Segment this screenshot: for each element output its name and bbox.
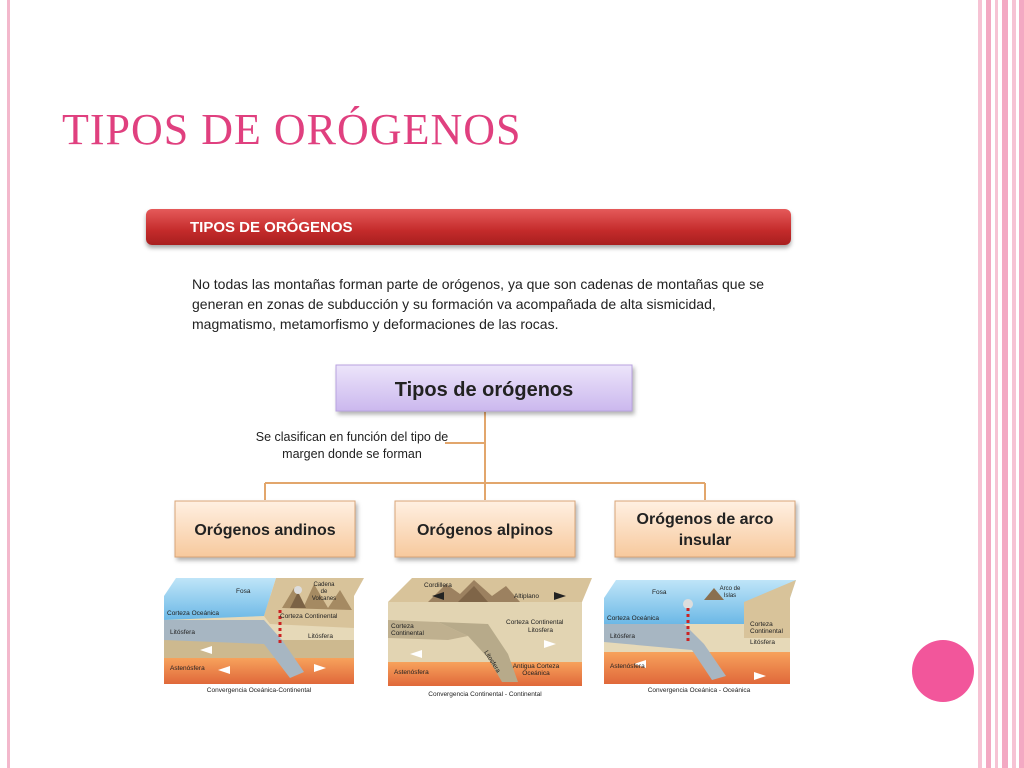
root-node-label: Tipos de orógenos <box>394 379 574 401</box>
ill2-label-litosfera-slab: Litosfera <box>482 649 502 675</box>
ill3-label-corteza-continental-1: Corteza <box>750 621 773 628</box>
pink-circle-decoration <box>912 640 974 702</box>
ill3-label-arco-1: Arco de <box>719 586 741 592</box>
right-border-stripes <box>978 0 1024 768</box>
type-label-andinos: Orógenos andinos <box>194 522 336 539</box>
intro-paragraph: No todas las montañas forman parte de orógenos, ya que son cadenas de montañas que se generan en zonas de subducción y su formación va acompañada de alta sismicidad, magmatismo, metamorfismo y deformaciones de las rocas. <box>192 276 765 332</box>
left-border-line <box>7 0 10 768</box>
ill2-label-litosfera-right: Litosfera <box>528 627 553 634</box>
type-label-alpinos: Orógenos alpinos <box>416 522 554 539</box>
ill1-label-litosfera-left: Litósfera <box>170 629 195 636</box>
illustration-continental-continental <box>388 578 592 698</box>
ill2-label-cordillera: Cordillera <box>424 582 452 589</box>
ill2-label-corteza-cont-right: Corteza Continental <box>506 619 564 626</box>
classification-note-line-2: margen donde se forman <box>282 447 422 461</box>
orogen-figure <box>140 200 800 705</box>
ill2-label-corteza-cont-left-2: Continental <box>391 630 424 637</box>
ill1-label-cadena-2: de <box>320 589 328 595</box>
ill3-label-corteza-oceanica: Corteza Oceánica <box>607 615 660 622</box>
root-node <box>336 365 632 411</box>
ill1-label-fosa: Fosa <box>236 588 251 595</box>
banner-title: TIPOS DE ORÓGENOS <box>190 219 353 236</box>
orogen-tree-svg <box>140 200 800 705</box>
ill1-label-corteza-continental: Corteza Continental <box>280 613 338 620</box>
type-node-andinos <box>175 501 355 557</box>
ill3-label-astenosfera: Astenósfera <box>610 663 645 670</box>
ill2-label-corteza-cont-left-1: Corteza <box>391 623 414 630</box>
ill3-label-arco-2: Islas <box>723 593 737 599</box>
ill1-caption: Convergencia Oceánica-Continental <box>206 687 312 694</box>
ill1-label-cadena-1: Cadena <box>313 582 335 588</box>
classification-note <box>256 430 449 461</box>
slide-title: TIPOS DE ORÓGENOS <box>62 105 522 154</box>
ill1-label-astenosfera: Astenósfera <box>170 665 205 672</box>
ill1-label-cadena-3: Volcanes <box>311 596 337 602</box>
type-node-alpinos <box>395 501 575 557</box>
ill2-label-altiplano: Altiplano <box>514 593 539 600</box>
type-label-arco-line-2: insular <box>678 532 732 549</box>
ill3-label-fosa: Fosa <box>652 589 667 596</box>
ill1-label-litosfera-right: Litósfera <box>308 633 333 640</box>
ill2-caption: Convergencia Continental - Continental <box>428 691 542 698</box>
ill2-label-antigua-2: Oceánica <box>522 670 550 677</box>
ill3-caption: Convergencia Oceánica - Oceánica <box>647 687 751 694</box>
ill3-label-litosfera-left: Litósfera <box>610 633 635 640</box>
type-node-arco-insular <box>615 501 795 557</box>
ill2-label-astenosfera: Astenósfera <box>394 669 429 676</box>
ill1-label-corteza-oceanica: Corteza Oceánica <box>167 610 220 617</box>
type-label-arco-line-1: Orógenos de arco <box>636 511 774 528</box>
classification-note-line-1: Se clasifican en función del tipo de <box>255 430 449 444</box>
ill3-label-corteza-continental-2: Continental <box>750 628 783 635</box>
ill3-label-litosfera-right: Litósfera <box>750 639 775 646</box>
illustration-oceanic-oceanic <box>604 580 796 694</box>
ill2-label-antigua-1: Antigua Corteza <box>512 663 560 670</box>
illustration-oceanic-continental <box>164 578 364 694</box>
